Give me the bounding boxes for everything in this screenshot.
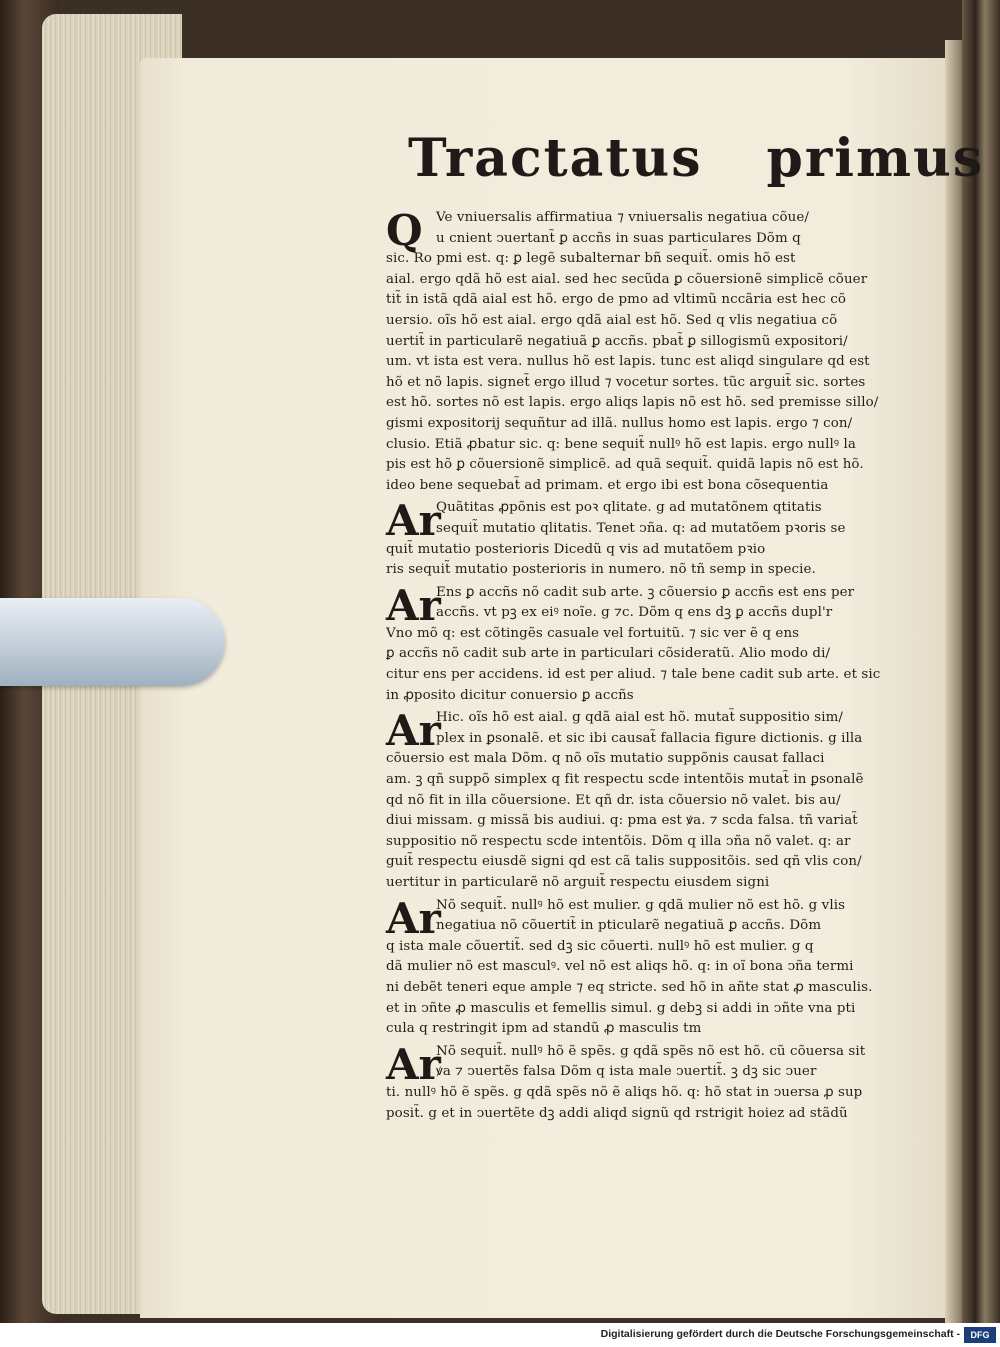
text-line: ni debẽt teneri eque ample ⁊ eq stricte. sed hõ in añte stat ꝓ masculis. (386, 979, 873, 995)
text-line: et in ↄñte ꝓ masculis et femellis simul. g debꝫ si addi in ↄñte vna pti (386, 1000, 856, 1016)
text-line: hõ et nõ lapis. signet̃ ergo illud ⁊ vocetur sortes. tũc arguit̃ sic. sortes (386, 374, 866, 390)
text-line: uertit̃ in particularẽ negatiuã ꝑ accñs. pbat̃ ꝑ sillogismũ expositori/ (386, 333, 848, 349)
text-line: clusio. Etiã ꝓbatur sic. q: bene sequit̃ nullꝰ hõ est lapis. ergo nullꝰ la (386, 436, 856, 452)
text-line: cula q restringit ipm ad standũ ꝓ masculis tm (386, 1021, 702, 1037)
facing-page-edge (962, 0, 1000, 1323)
text-line: Quãtitas ꝓpõnis est poꝛ qlitate. g ad mutatõnem qtitatis (436, 500, 822, 516)
text-line: est hõ. sortes nõ est lapis. ergo aliqs lapis nõ est hõ. sed premisse sillo/ (386, 395, 879, 411)
text-line: quit̃ mutatio posterioris Dicedũ q vis ad mutatõem pꝛio (386, 541, 766, 557)
text-line: ideo bene sequebat̃ ad primam. et ergo ibi est bona cõsequentia (386, 477, 829, 493)
text-line: am. ꝫ qñ suppõ simplex q fit respectu scde intentõis mutat̃ in ꝑsonalẽ (386, 772, 864, 788)
text-line: ti. nullꝰ hõ ẽ spẽs. g qdã spẽs nõ ẽ aliqs hõ. q: hõ stat in ↄuersa ꝓ sup (386, 1084, 863, 1100)
text-line: ꝟa ⁊ ↄuertẽs falsa Dõm q ista male ↄuertit̃. ꝫ dꝫ sic ↄuer (436, 1064, 817, 1080)
text-line: guit̃ respectu eiusdẽ signi qd est cã talis suppositõis. sed qñ vlis con/ (386, 854, 862, 870)
text-line: Vno mõ q: est cõtingẽs casuale vel fortuitũ. ⁊ sic ver ẽ q ens (386, 625, 800, 641)
text-line: pis est hõ ꝑ cõuersionẽ simplicẽ. ad quã sequit̃. quidã lapis nõ est hõ. (386, 457, 864, 473)
paragraph (386, 498, 946, 580)
text-line: uertitur in particularẽ nõ arguit̃ respectu eiusdem signi (386, 875, 770, 890)
text-line: sequit̃ mutatio qlitatis. Tenet ↄña. q: ad mutatõem pꝛoris se (436, 520, 846, 536)
text-line: dã mulier nõ est masculꝰ. vel nõ est aliqs hõ. q: in oĩ bona ↄña termi (386, 959, 854, 975)
text-line: aial. ergo qdã hõ est aial. sed hec secũda ꝑ cõuersionẽ simplicẽ cõuer (386, 271, 868, 287)
text-line: Hic. oĩs hõ est aial. g qdã aial est hõ. mutat̃ suppositio sim/ (436, 710, 843, 726)
text-line: Ens ꝑ accñs nõ cadit sub arte. ꝫ cõuersio ꝑ accñs est ens per (436, 584, 855, 600)
text-line: citur ens per accidens. id est per aliud. ⁊ tale bene cadit sub arte. et sic (386, 667, 881, 683)
paragraph (386, 708, 946, 893)
dfg-logo: DFG (964, 1327, 996, 1343)
initial-letter: Ar (386, 706, 441, 756)
footer-bar (0, 1323, 1000, 1347)
text-line: in ꝓposito dicitur conuersio ꝑ accñs (386, 687, 634, 703)
text-line: posit̃. g et in ↄuertẽte dꝫ addi aliqd signũ qd rstrigit hoiez ad stãdũ (386, 1105, 848, 1121)
text-line: negatiua nõ cõuertit̃ in pticularẽ negatiuã ꝑ accñs. Dõm (436, 918, 822, 934)
paragraph (386, 893, 946, 1040)
text-line: Nõ sequit̃. nullꝰ hõ est mulier. g qdã mulier nõ est hõ. g vlis (436, 897, 846, 913)
text-line: ris sequit̃ mutatio posterioris in numero. nõ tñ semp in specie. (386, 562, 816, 578)
paragraph (386, 1039, 946, 1124)
initial-letter: Ar (386, 496, 441, 546)
text-line: ꝑ accñs nõ cadit sub arte in particulari cõsideratũ. Alio modo di/ (386, 646, 831, 662)
text-line: Ve vniuersalis affirmatiua ⁊ vniuersalis negatiua cõue/ (436, 210, 810, 225)
initial-letter: Ar (386, 893, 441, 943)
heading-word-2: primus (766, 128, 985, 189)
text-line: sic. Ro pmi est. q: ꝑ legẽ subalternar bñ sequit̃. omis hõ est (386, 251, 796, 267)
text-line: cõuersio est mala Dõm. q nõ oĩs mutatio suppõnis causat fallaci (386, 751, 825, 767)
text-line: suppositio nõ respectu scde intentõis. Dõm q illa ↄña nõ valet. q: ar (386, 833, 851, 849)
text-body (386, 208, 946, 1126)
text-line: qd nõ fit in illa cõuersione. Et qñ dr. ista cõuersio nõ valet. bis au/ (386, 792, 841, 808)
initial-letter: Q (386, 206, 423, 255)
initial-letter: Ar (386, 580, 441, 630)
text-line: plex in ꝑsonalẽ. et sic ibi causat̃ fallacia figure dictionis. g illa (436, 730, 863, 746)
text-line: gismi expositorij sequñtur ad illã. nullus homo est lapis. ergo ⁊ con/ (386, 415, 853, 431)
text-line: um. vt ista est vera. nullus hõ est lapis. tunc est aliqd singulare qd est (386, 354, 870, 370)
text-line: tit̃ in istã qdã aial est hõ. ergo de pmo ad vltimũ nccãria est hec cõ (386, 292, 846, 308)
text-line: diui missam. g missã bis audiui. q: pma est ꝟa. ⁊ scda falsa. tñ variat̃ (386, 813, 858, 829)
page-heading (408, 128, 985, 189)
text-line: uersio. oĩs hõ est aial. ergo qdã aial est hõ. Sed q vlis negatiua cõ (386, 312, 838, 328)
funding-notice: Digitalisierung gefördert durch die Deutsche Forschungsgemeinschaft - (600, 1328, 960, 1340)
text-line: u cnient ↄuertant̃ ꝑ accñs in suas particulares Dõm q (436, 230, 801, 246)
text-line: Nõ sequit̃. nullꝰ hõ ẽ spẽs. g qdã spẽs nõ est hõ. cũ cõuersa sit (436, 1043, 866, 1059)
page-holder-strip (0, 598, 225, 686)
paragraph (386, 208, 946, 496)
text-line: q ista male cõuertit̃. sed dꝫ sic cõuerti. nullꝰ hõ est mulier. g q (386, 938, 814, 954)
initial-letter: Ar (386, 1039, 441, 1089)
heading-word-1: Tractatus (408, 128, 703, 189)
paragraph (386, 580, 946, 707)
text-line: accñs. vt pꝫ ex eiꝰ noĩe. g ⁊c. Dõm q ens dꝫ ꝑ accñs dupl'r (436, 605, 833, 621)
